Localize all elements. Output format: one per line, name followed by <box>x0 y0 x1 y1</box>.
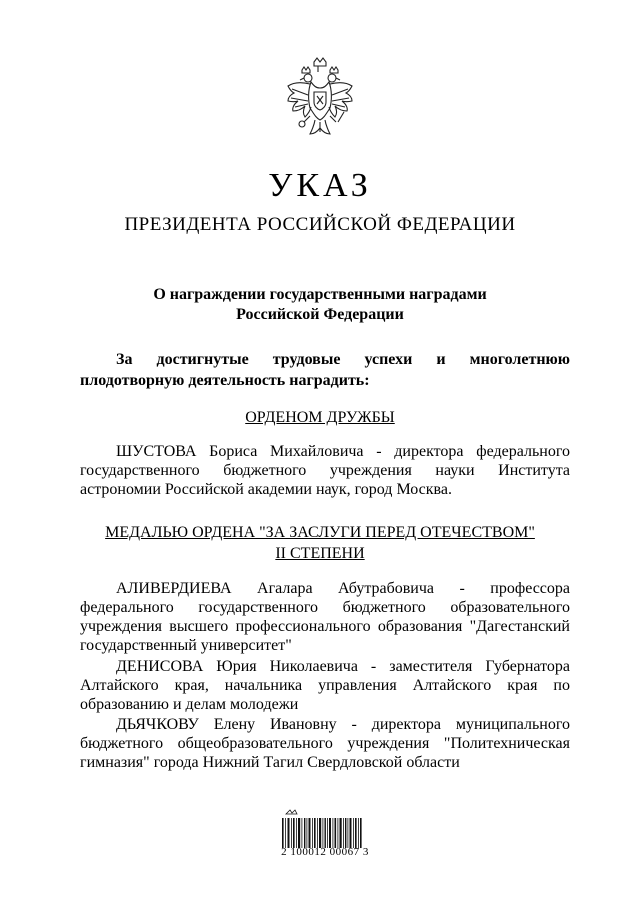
subject-line-1: О награждении государственными наградами <box>153 286 487 303</box>
entry-line: ДЬЯЧКОВУ Елену Ивановну - директора муниципального <box>116 716 570 733</box>
entry-line: астрономии Российской академии наук, город Москва. <box>80 481 452 498</box>
entry-line: образованию и делам молодежи <box>80 696 299 713</box>
intro-line-2: плодотворную деятельность наградить: <box>80 372 370 389</box>
award-entry-denisov <box>80 657 570 714</box>
entry-line: ДЕНИСОВА Юрия Николаевича - заместителя Губернатора <box>116 658 570 675</box>
document-title: УКАЗ <box>268 167 372 204</box>
award-heading-line: МЕДАЛЬЮ ОРДЕНА "ЗА ЗАСЛУГИ ПЕРЕД ОТЕЧЕСТВОМ" <box>105 524 535 541</box>
award-heading-line: II СТЕПЕНИ <box>275 545 365 562</box>
entry-line: учреждения высшего профессионального образования "Дагестанский <box>80 618 570 635</box>
document-subtitle: ПРЕЗИДЕНТА РОССИЙСКОЙ ФЕДЕРАЦИИ <box>124 214 516 235</box>
award-heading-order-of-friendship <box>0 407 640 428</box>
award-heading-medal <box>0 522 640 564</box>
entry-line: гимназия" города Нижний Тагил Свердловской области <box>80 754 460 771</box>
entry-line: бюджетного общеобразовательного учреждения "Политехническая <box>80 735 570 752</box>
entry-line: Алтайского края, начальника управления Алтайского края по <box>80 677 570 694</box>
subject-line-2: Российской Федерации <box>236 306 404 323</box>
award-entry-dyachkova <box>80 715 570 772</box>
decree-subject <box>0 285 640 325</box>
award-heading-line: ОРДЕНОМ ДРУЖБЫ <box>245 409 395 426</box>
entry-line: федерального государственного бюджетного образовательного <box>80 599 570 616</box>
entry-line: ШУСТОВА Бориса Михайловича - директора федерального <box>116 443 570 460</box>
entry-line: государственного бюджетного учреждения науки Института <box>80 462 570 479</box>
decree-intro <box>80 349 570 391</box>
barcode-number: 2 100012 00067 3 <box>281 846 369 858</box>
award-entry-aliverdiev <box>80 579 570 655</box>
intro-line-1: За достигнутые трудовые успехи и многолетнюю <box>116 351 570 368</box>
award-entry-shustov <box>80 442 570 499</box>
entry-line: АЛИВЕРДИЕВА Агалара Абутрабовича - профессора <box>116 580 570 597</box>
entry-line: государственный университет" <box>80 637 292 654</box>
coat-of-arms-icon <box>280 56 360 152</box>
